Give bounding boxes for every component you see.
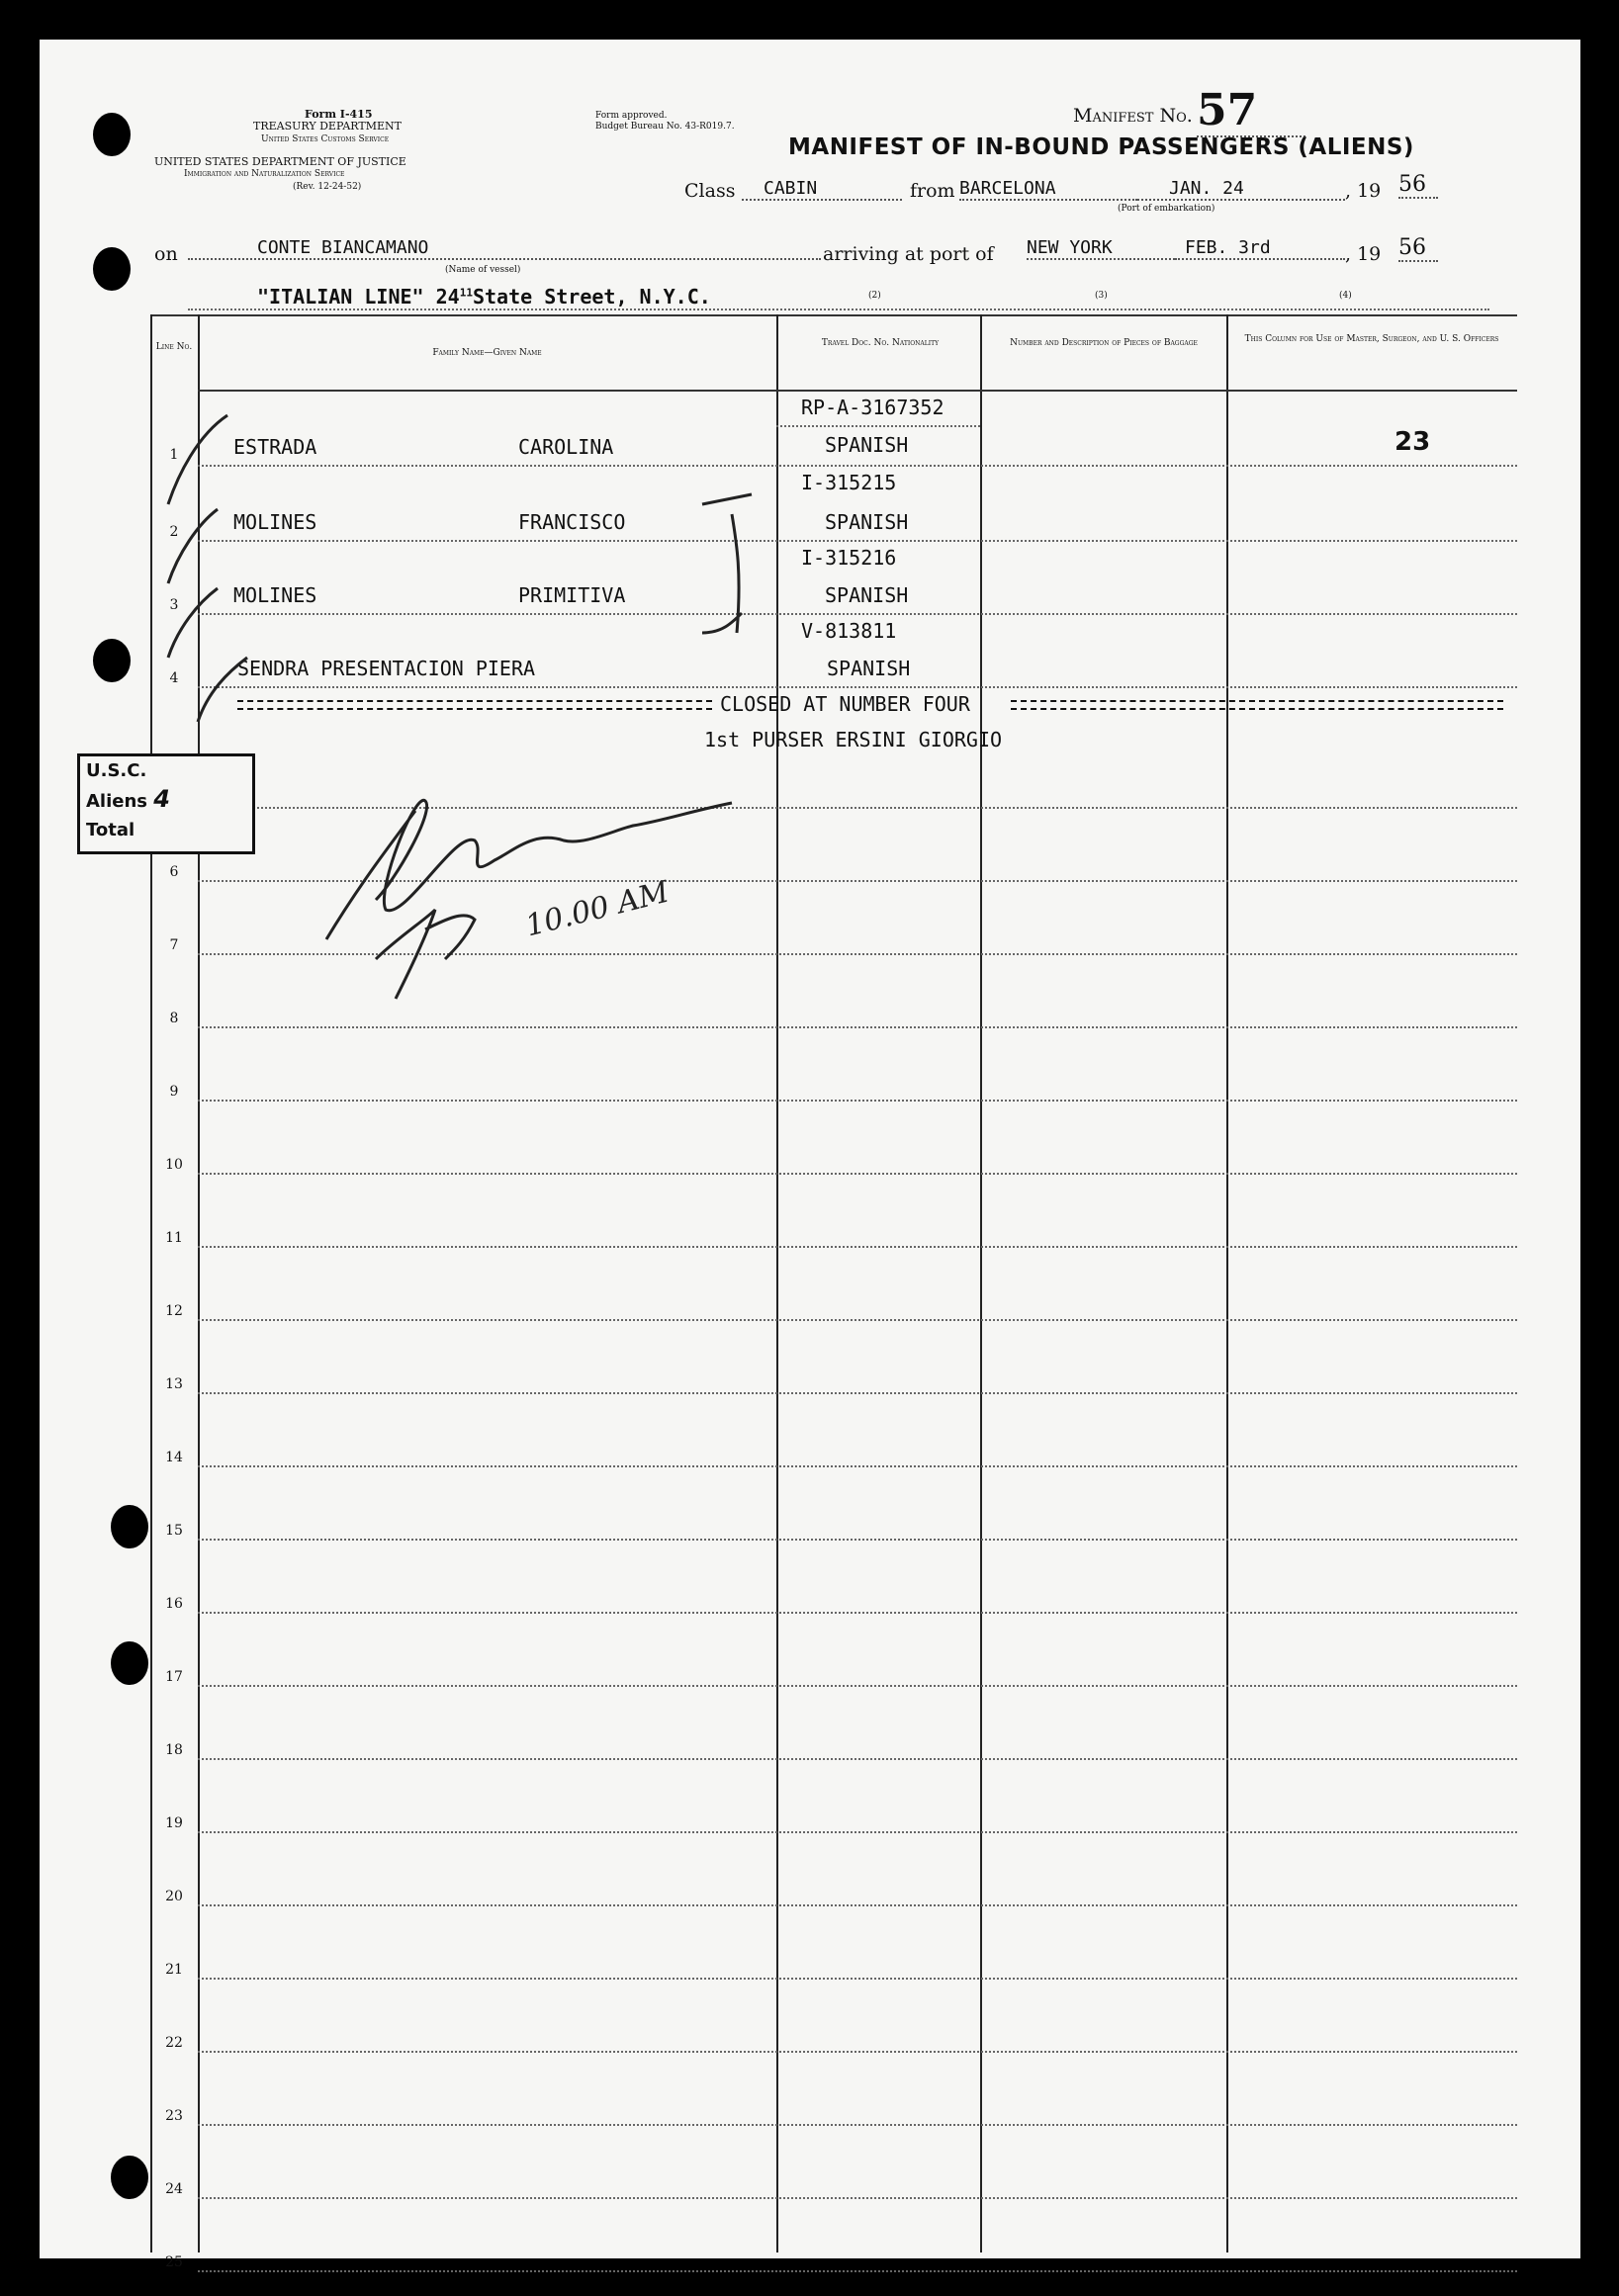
row-3-line-no: 3 xyxy=(169,597,179,613)
line-number: 24 xyxy=(165,2181,183,2197)
manifest-label: Manifest No. xyxy=(1073,105,1193,127)
line-number: 25 xyxy=(165,2254,183,2270)
col-header-doc: Travel Doc. No. Nationality xyxy=(821,338,940,348)
line-number: 23 xyxy=(165,2108,183,2124)
closed-text: CLOSED AT NUMBER FOUR xyxy=(720,692,970,716)
budget-bureau: Budget Bureau No. 43-R019.7. xyxy=(595,122,735,132)
line-number: 6 xyxy=(169,864,179,880)
table-top-rule xyxy=(150,314,1517,316)
row-4-line-no: 4 xyxy=(169,670,179,686)
vessel-name: CONTE BIANCAMANO xyxy=(188,237,821,260)
row-rule xyxy=(198,1246,1517,1248)
row-1-line-no: 1 xyxy=(169,447,179,463)
passenger-1-family: ESTRADA xyxy=(233,435,317,459)
row-rule xyxy=(198,1612,1517,1614)
closed-line-right xyxy=(1011,700,1503,710)
row-1-doc-rule xyxy=(776,425,980,427)
row-rule xyxy=(198,1904,1517,1906)
binder-hole xyxy=(111,1641,148,1685)
shipping-agent xyxy=(257,285,711,309)
customs-service: United States Customs Service xyxy=(261,134,390,144)
row-rule xyxy=(198,1758,1517,1760)
form-number: Form I-415 xyxy=(305,108,373,121)
manifest-number: 57 xyxy=(1197,85,1305,137)
year-2: 56 xyxy=(1398,235,1438,262)
stamp-line-2 xyxy=(80,785,252,816)
line-number: 8 xyxy=(169,1011,179,1026)
passenger-2-family: MOLINES xyxy=(233,510,317,534)
handwritten-time: 10.00 AM xyxy=(521,874,673,944)
ins-service: Immigration and Naturalization Service xyxy=(184,169,345,179)
passenger-2-given: FRANCISCO xyxy=(518,510,626,534)
col-line-doc xyxy=(980,314,982,2252)
justice-dept: UNITED STATES DEPARTMENT OF JUSTICE xyxy=(154,155,406,168)
passenger-3-family: MOLINES xyxy=(233,583,317,607)
line-number: 16 xyxy=(165,1596,183,1612)
row-rule xyxy=(198,1539,1517,1541)
col-header-baggage: Number and Description of Pieces of Baggage xyxy=(1010,338,1198,348)
col-header-name: Family Name—Given Name xyxy=(432,348,542,358)
row-rule xyxy=(198,1319,1517,1321)
line-number: 15 xyxy=(165,1523,183,1539)
binder-hole xyxy=(93,113,131,156)
agent-superscript: 11 xyxy=(459,286,473,300)
passenger-3-nationality: SPANISH xyxy=(825,583,909,607)
officer-mark: 23 xyxy=(1394,427,1431,457)
manifest-title: MANIFEST OF IN-BOUND PASSENGERS (ALIENS) xyxy=(788,134,1414,160)
port-note: (Port of embarkation) xyxy=(1118,204,1215,214)
line-number: 22 xyxy=(165,2035,183,2051)
row-rule xyxy=(198,1831,1517,1833)
class-label: Class xyxy=(684,180,736,202)
passenger-1-nationality: SPANISH xyxy=(825,433,909,457)
class-value: CABIN xyxy=(742,178,902,201)
row-rule xyxy=(198,2270,1517,2272)
stamp-line-3: Total xyxy=(86,820,135,840)
arriving-label: arriving at port of xyxy=(823,243,994,265)
treasury-dept: TREASURY DEPARTMENT xyxy=(253,120,402,132)
passenger-1-doc: RP-A-3167352 xyxy=(801,396,944,419)
row-rule xyxy=(198,1978,1517,1980)
arrival-port: NEW YORK xyxy=(1027,237,1175,260)
line-number: 21 xyxy=(165,1962,183,1978)
row-rule xyxy=(198,1173,1517,1175)
row-rule xyxy=(198,2124,1517,2126)
passenger-4-family: SENDRA PRESENTACION PIERA xyxy=(237,657,536,680)
passenger-3-doc: I-315216 xyxy=(801,546,897,570)
col4-number: (4) xyxy=(1339,291,1352,301)
row-rule xyxy=(198,1100,1517,1102)
vessel-note: (Name of vessel) xyxy=(445,265,521,275)
stamp-line-1: U.S.C. xyxy=(86,760,147,781)
binder-hole xyxy=(93,639,131,682)
manifest-page xyxy=(40,40,1580,2270)
year-prefix-2: , 19 xyxy=(1345,243,1382,265)
row-rule xyxy=(198,1685,1517,1687)
line-number: 12 xyxy=(165,1303,183,1319)
row-rule xyxy=(198,2051,1517,2053)
revision: (Rev. 12-24-52) xyxy=(293,182,362,192)
arrival-date: FEB. 3rd xyxy=(1175,237,1345,260)
col-header-line-no: Line No. xyxy=(155,342,193,352)
year-1: 56 xyxy=(1398,172,1438,199)
from-label: from xyxy=(910,180,955,202)
header-bottom-rule xyxy=(198,390,1517,392)
row-rule xyxy=(198,2197,1517,2199)
agent-name: "ITALIAN LINE" 24 xyxy=(257,285,460,309)
line-number: 9 xyxy=(169,1084,179,1100)
col3-number: (3) xyxy=(1095,291,1108,301)
check-marks xyxy=(158,396,801,722)
line-number: 11 xyxy=(165,1230,183,1246)
col-line-baggage xyxy=(1226,314,1228,2252)
row-2-line-no: 2 xyxy=(169,524,179,540)
line-number: 7 xyxy=(169,937,179,953)
binder-hole xyxy=(111,1505,148,1548)
col-header-officers: This Column for Use of Master, Surgeon, and U. S. Officers xyxy=(1244,334,1499,344)
binder-hole xyxy=(93,247,131,291)
on-label: on xyxy=(154,243,178,265)
from-port: BARCELONA xyxy=(959,178,1137,201)
passenger-4-nationality: SPANISH xyxy=(827,657,911,680)
passenger-2-doc: I-315215 xyxy=(801,471,897,494)
agent-address: State Street, N.Y.C. xyxy=(472,285,711,309)
binder-hole xyxy=(111,2156,148,2199)
from-date: JAN. 24 xyxy=(1137,178,1345,201)
col2-number: (2) xyxy=(868,291,881,301)
line-number: 13 xyxy=(165,1376,183,1392)
line-number: 18 xyxy=(165,1742,183,1758)
stamp-aliens-label: Aliens xyxy=(86,791,148,812)
line-number: 20 xyxy=(165,1889,183,1904)
agent-underline xyxy=(188,309,1489,310)
purser-text: 1st PURSER ERSINI GIORGIO xyxy=(704,728,1003,751)
passenger-3-given: PRIMITIVA xyxy=(518,583,626,607)
row-rule xyxy=(198,1465,1517,1467)
line-number: 19 xyxy=(165,1815,183,1831)
row-rule xyxy=(198,1392,1517,1394)
line-number: 17 xyxy=(165,1669,183,1685)
year-prefix-1: , 19 xyxy=(1345,180,1382,202)
form-approved: Form approved. xyxy=(595,111,668,121)
line-number: 10 xyxy=(165,1157,183,1173)
stamp-count: 4 xyxy=(153,785,170,813)
col-line-left xyxy=(150,314,152,2252)
line-number: 14 xyxy=(165,1450,183,1465)
passenger-1-given: CAROLINA xyxy=(518,435,614,459)
passenger-4-doc: V-813811 xyxy=(801,619,897,643)
usc-aliens-stamp xyxy=(77,753,255,854)
passenger-2-nationality: SPANISH xyxy=(825,510,909,534)
